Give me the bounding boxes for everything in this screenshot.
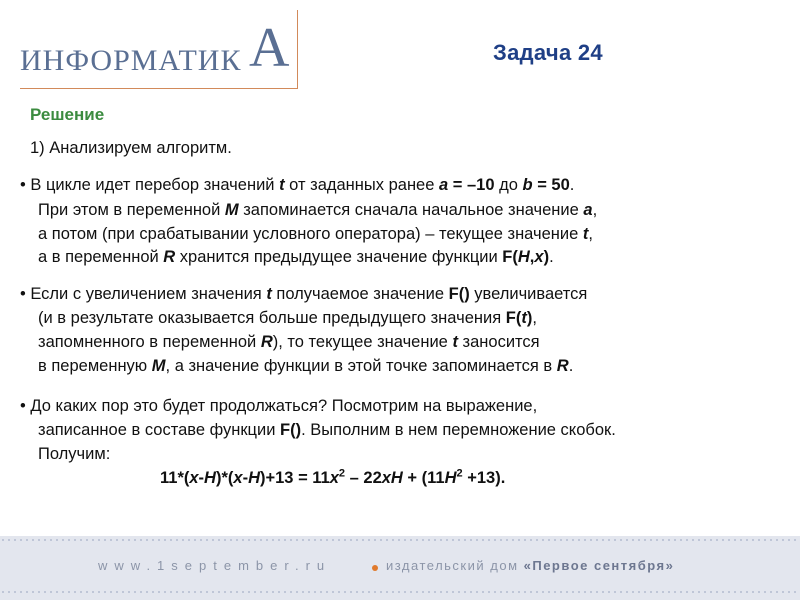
bullet-3-line-2 xyxy=(38,420,616,441)
text: . xyxy=(549,248,554,266)
footer-publisher xyxy=(386,558,674,573)
bullet-2-line-1 xyxy=(20,284,587,305)
text: • До каких пор это будет продолжаться? Посмотрим на выражение, xyxy=(20,397,538,415)
text: , xyxy=(588,225,593,243)
text: получаемое значение xyxy=(271,285,449,303)
bullet-1-line-1: • В цикле идет перебор значений t от заданных ранее a = –10 до b = 50. xyxy=(20,176,575,194)
text: , xyxy=(532,309,537,327)
logo-big-letter: А xyxy=(249,17,290,79)
text: • Если с увеличением значения xyxy=(20,285,267,303)
text: запоминается сначала начальное значение xyxy=(238,201,584,219)
bullet-3-line-3 xyxy=(38,444,110,465)
bullet-2-line-3 xyxy=(38,332,540,353)
text: , xyxy=(592,201,598,219)
text: ) xyxy=(526,309,533,327)
text: ) xyxy=(543,248,550,266)
footer-url[interactable]: www.1september.ru xyxy=(98,558,332,573)
text: Получим: xyxy=(38,445,111,463)
task-title: Задача 24 xyxy=(493,40,603,65)
text: , xyxy=(529,248,535,266)
var-R: R xyxy=(163,248,176,266)
var-t: t xyxy=(266,285,272,303)
text: • В цикле идет перебор значений xyxy=(20,176,280,194)
var-H: H xyxy=(517,248,530,266)
text: а в переменной xyxy=(38,248,164,266)
var-x: x xyxy=(534,248,544,266)
bullet-3-line-1 xyxy=(20,396,537,417)
text: увеличивается xyxy=(469,285,588,303)
footer-dots-top xyxy=(0,538,800,542)
text: . xyxy=(569,176,575,194)
text: записанное в составе функции xyxy=(38,421,281,439)
var-t: t xyxy=(452,333,458,351)
text: а потом (при срабатывании условного оператора) – текущее значение xyxy=(38,225,583,243)
text: от заданных ранее xyxy=(284,176,439,194)
bullet-1-line-4 xyxy=(38,247,554,268)
bullet-2-line-2 xyxy=(38,308,537,329)
publisher-prefix: издательский дом xyxy=(386,558,524,573)
var-t: t xyxy=(279,176,285,194)
var-t: t xyxy=(582,225,589,243)
step-1-text: 1) Анализируем алгоритм. xyxy=(30,139,232,157)
func-F: F() xyxy=(448,285,470,303)
text: в переменную xyxy=(38,357,152,375)
bullet-1-line-3 xyxy=(38,224,593,245)
text: , а значение функции в этой точке запоминается в xyxy=(165,357,557,375)
text: (и в результате оказывается больше предыдущего значения xyxy=(38,309,506,327)
var-R: R xyxy=(260,333,273,351)
bullet-2-line-4 xyxy=(38,356,573,377)
var-a: a xyxy=(583,201,593,219)
func-F: F( xyxy=(502,248,518,266)
func-F: F() xyxy=(280,421,302,439)
bullet-1-line-2 xyxy=(38,200,597,221)
text: заносится xyxy=(457,333,540,351)
text: хранится предыдущее значение функции xyxy=(175,248,503,266)
formula: $11*(x-H)*(x-H)+13 = 11x^2 - 22xH + (11H^2 +13)$. xyxy=(160,467,506,487)
footer-bullet-icon xyxy=(372,565,378,571)
footer-dots-bottom xyxy=(0,590,800,594)
solution-heading: Решение xyxy=(30,105,105,124)
text: . Выполним в нем перемножение скобок. xyxy=(301,421,616,439)
var-R: R xyxy=(556,357,569,375)
text: . xyxy=(568,357,574,375)
publisher-name: «Первое сентября» xyxy=(523,558,675,573)
logo-text: ИНФОРМАТИК xyxy=(20,44,242,77)
text: При этом в переменной xyxy=(38,201,225,219)
text: запомненного в переменной xyxy=(38,333,261,351)
var-t: t xyxy=(521,309,527,327)
text: ), то текущее значение xyxy=(272,333,453,351)
var-M: M xyxy=(224,201,239,219)
step-1-line xyxy=(30,138,232,159)
func-F: F( xyxy=(505,309,522,327)
text: до xyxy=(494,176,523,194)
var-M: M xyxy=(151,357,166,375)
